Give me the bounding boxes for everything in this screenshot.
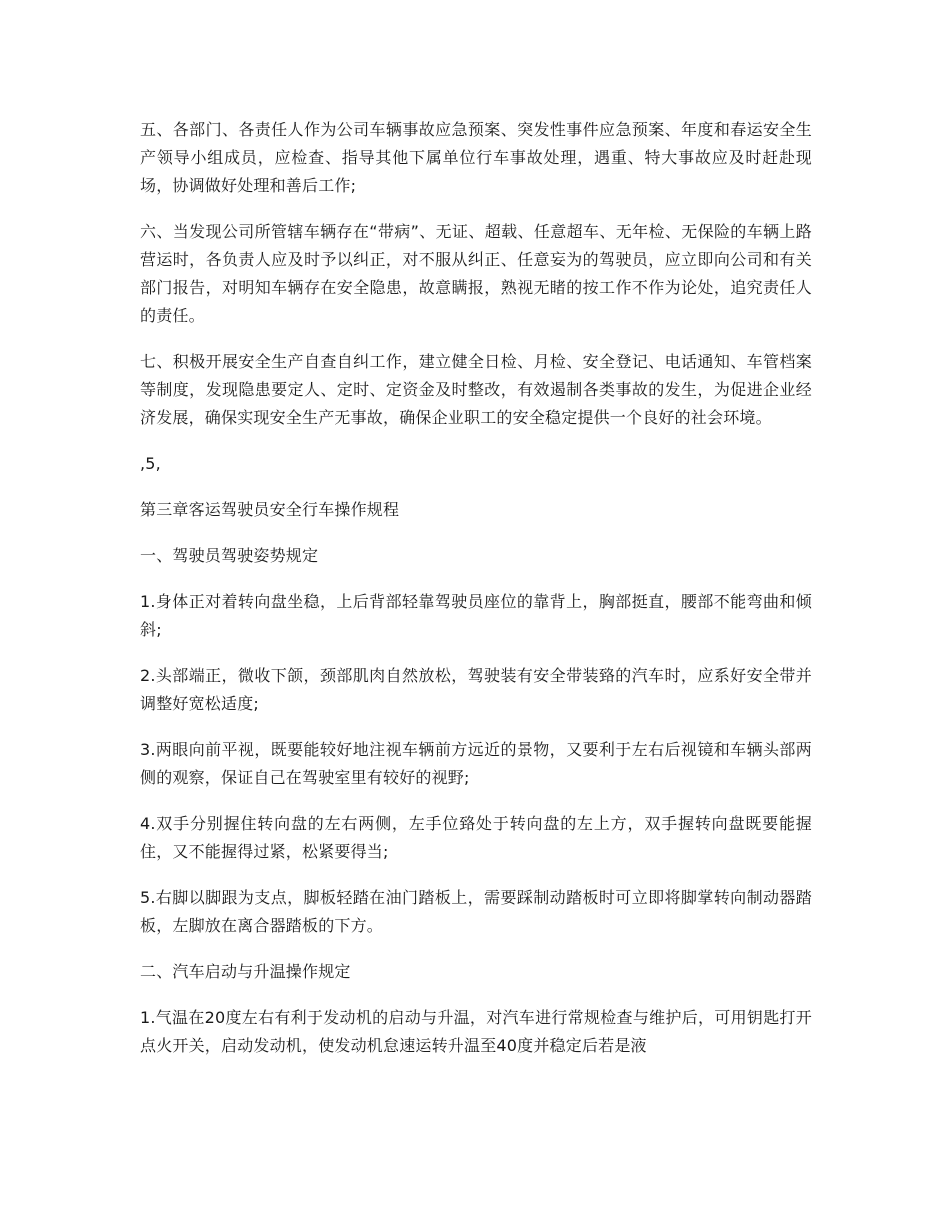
list-item-posture-3: 3.两眼向前平视，既要能较好地注视车辆前方远近的景物，又要利于左右后视镜和车辆头部两侧的观察，保证自己在驾驶室里有较好的视野; xyxy=(140,740,812,787)
list-item-posture-1: 1.身体正对着转向盘坐稳，上后背部轻靠驾驶员座位的靠背上，胸部挺直，腰部不能弯曲和倾斜; xyxy=(140,592,812,639)
paragraph-section-5: 五、各部门、各责任人作为公司车辆事故应急预案、突发性事件应急预案、年度和春运安全生产领导小组成员，应检查、指导其他下属单位行车事故处理，遇重、特大事故应及时赶赴现场，协调做好处理和善后工作; xyxy=(140,120,812,195)
section-heading-startup: 二、汽车启动与升温操作规定 xyxy=(140,962,351,981)
list-item-posture-2: 2.头部端正，微收下颌，颈部肌肉自然放松，驾驶装有安全带装臵的汽车时，应系好安全带并调整好宽松适度; xyxy=(140,666,812,713)
document-page xyxy=(140,116,812,1078)
list-item-posture-5: 5.右脚以脚跟为支点，脚板轻踏在油门踏板上，需要踩制动踏板时可立即将脚掌转向制动器踏板，左脚放在离合器踏板的下方。 xyxy=(140,888,812,935)
section-heading-posture: 一、驾驶员驾驶姿势规定 xyxy=(140,546,319,565)
page-number: ,5, xyxy=(140,454,161,473)
paragraph-section-7: 七、积极开展安全生产自查自纠工作，建立健全日检、月检、安全登记、电话通知、车管档案等制度，发现隐患要定人、定时、定资金及时整改，有效遏制各类事故的发生，为促进企业经济发展，确保实现安全生产无事故，确保企业职工的安全稳定提供一个良好的社会环境。 xyxy=(140,352,812,427)
chapter-title: 第三章客运驾驶员安全行车操作规程 xyxy=(140,500,400,519)
paragraph-section-6: 六、当发现公司所管辖车辆存在“带病”、无证、超载、任意超车、无年检、无保险的车辆上路营运时，各负责人应及时予以纠正，对不服从纠正、任意妄为的驾驶员，应立即向公司和有关部门报告，对明知车辆存在安全隐患，故意瞒报，熟视无睹的按工作不作为论处，追究责任人的责任。 xyxy=(140,222,812,325)
list-item-posture-4: 4.双手分别握住转向盘的左右两侧，左手位臵处于转向盘的左上方，双手握转向盘既要能握住，又不能握得过紧，松紧要得当; xyxy=(140,814,812,861)
list-item-startup-1: 1.气温在20度左右有利于发动机的启动与升温，对汽车进行常规检查与维护后，可用钥匙打开点火开关，启动发动机，使发动机怠速运转升温至40度并稳定后若是液 xyxy=(140,1008,812,1055)
